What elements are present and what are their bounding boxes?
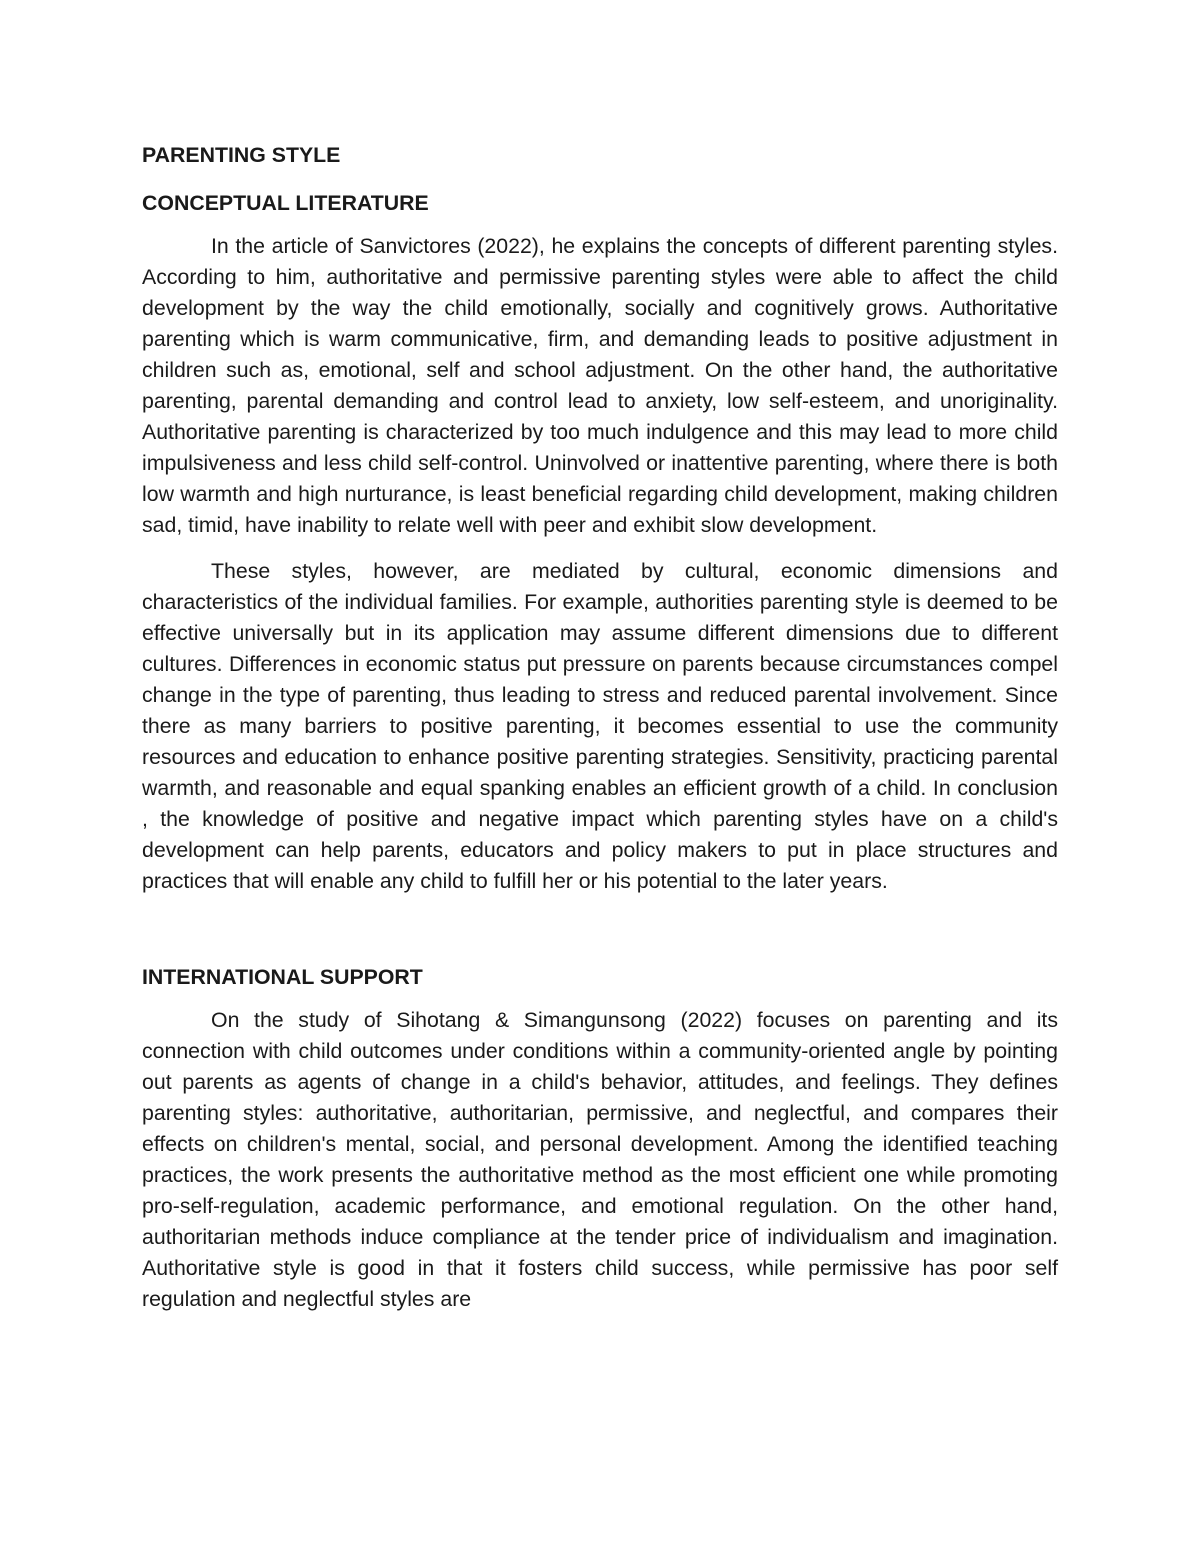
conceptual-paragraph-1: In the article of Sanvictores (2022), he explains the concepts of different parenting styles. According to him, authoritative and permissive parenting styles were able to affect the child development by the way the child emotionally, socially and cognitively grows. Authoritative parenting which is warm communicative, firm, and demanding leads to positive adjustment in children such as, emotional, self and school adjustment. On the other hand, the authoritative parenting, parental demanding and control lead to anxiety, low self-esteem, and unoriginality. Authoritative parenting is characterized by too much indulgence and this may lead to more child impulsiveness and less child self-control. Uninvolved or inattentive parenting, where there is both low warmth and high nurturance, is least beneficial regarding child development, making children sad, timid, have inability to relate well with peer and exhibit slow development.: [142, 234, 1058, 537]
page-title: PARENTING STYLE: [142, 143, 341, 167]
conceptual-paragraph-2: These styles, however, are mediated by cultural, economic dimensions and characteristics of the individual families. For example, authorities parenting style is deemed to be effective universally but in its application may assume different dimensions due to different cultures. Differences in economic status put pressure on parents because circumstances compel change in the type of parenting, thus leading to stress and reduced parental involvement. Since there as many barriers to positive parenting, it becomes essential to use the community resources and education to enhance positive parenting strategies. Sensitivity, practicing parental warmth, and reasonable and equal spanking enables an efficient growth of a child. In conclusion , the knowledge of positive and negative impact which parenting styles have on a child's development can help parents, educators and policy makers to put in place structures and practices that will enable any child to fulfill her or his potential to the later years.: [142, 559, 1058, 893]
international-paragraph-1: On the study of Sihotang & Simangunsong (2022) focuses on parenting and its connection with child outcomes under conditions within a community-oriented angle by pointing out parents as agents of change in a child's behavior, attitudes, and feelings. They defines parenting styles: authoritative, authoritarian, permissive, and neglectful, and compares their effects on children's mental, social, and personal development. Among the identified teaching practices, the work presents the authoritative method as the most efficient one while promoting pro-self-regulation, academic performance, and emotional regulation. On the other hand, authoritarian methods induce compliance at the tender price of individualism and imagination. Authoritative style is good in that it fosters child success, while permissive has poor self regulation and neglectful styles are: [142, 1008, 1058, 1311]
section-heading-international-support: INTERNATIONAL SUPPORT: [142, 965, 423, 989]
section-heading-conceptual-literature: CONCEPTUAL LITERATURE: [142, 191, 429, 215]
